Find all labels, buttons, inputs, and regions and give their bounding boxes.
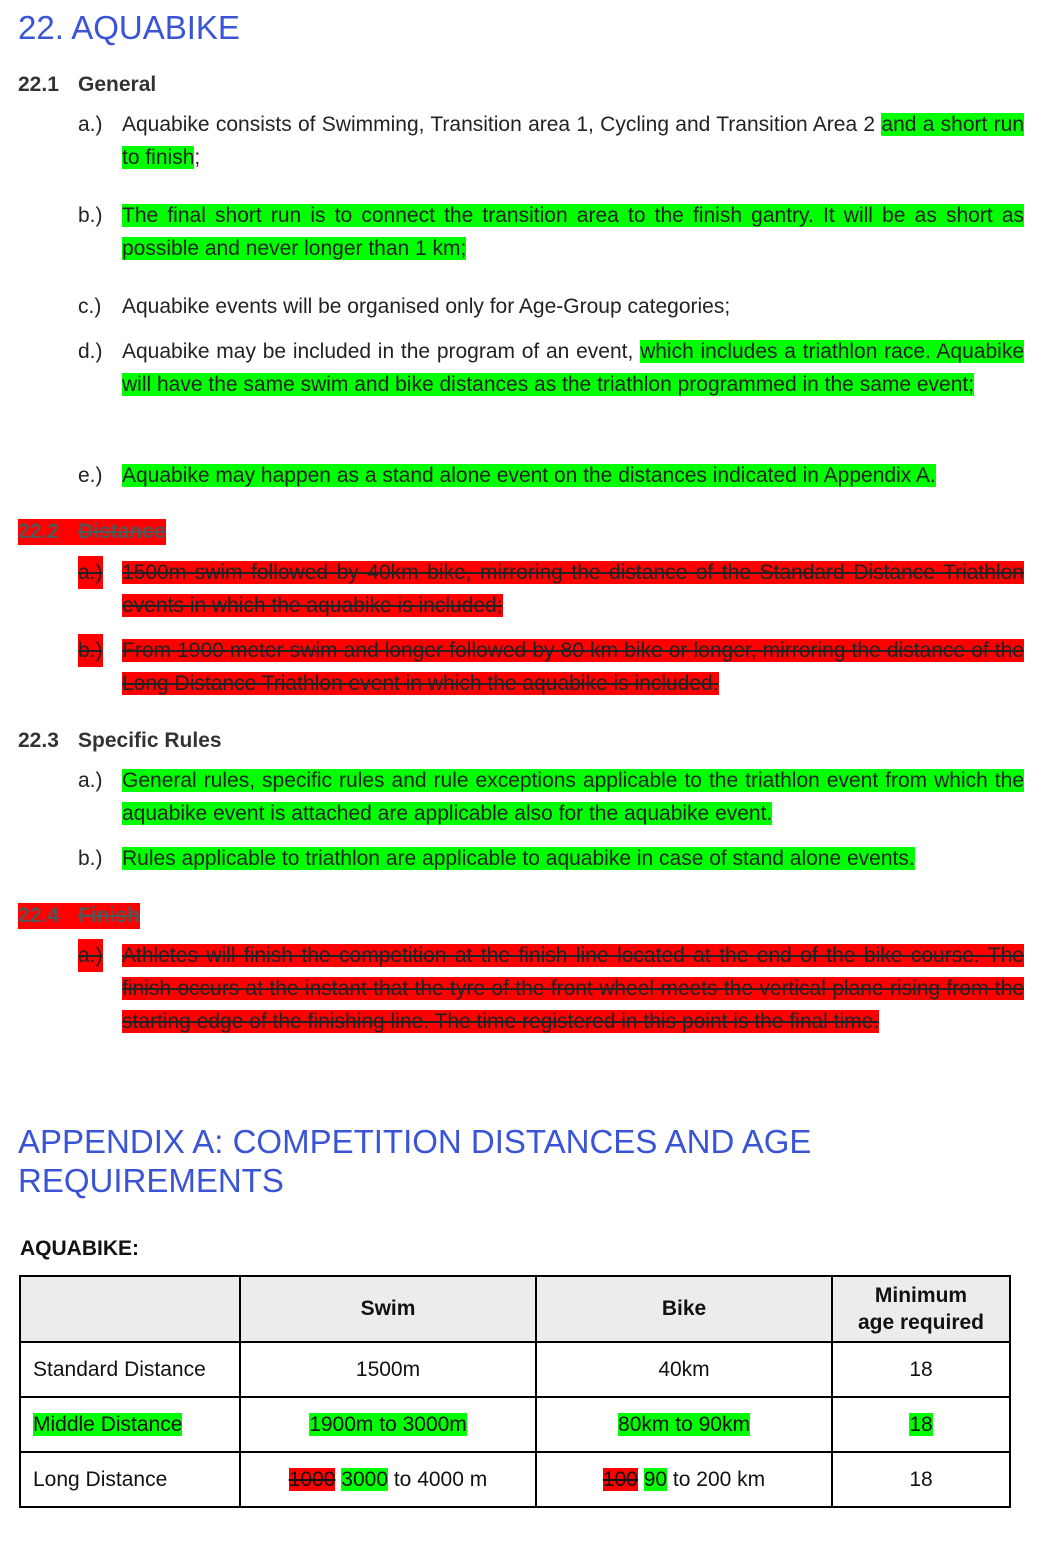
row-swim-cell	[240, 1397, 536, 1452]
subsection-title: Specific Rules	[78, 729, 222, 752]
bike-rest: to 200 km	[667, 1467, 766, 1491]
subsection-title: Finish	[78, 904, 140, 927]
row-name: Long Distance	[20, 1452, 240, 1507]
row-swim: 1500m	[240, 1342, 536, 1397]
subsection-heading-specific-rules	[18, 728, 222, 754]
deleted-text: Athletes will finish the competition at the finish line located at the end of the bike course. The finish occurs at the instant that the tyre of the front wheel meets the vertical plane rising from the starting edge of the finishing line. The time registered in this point is the final time.	[122, 944, 1024, 1033]
list-item	[78, 199, 1024, 265]
list-item	[78, 764, 1024, 830]
item-label: a.)	[78, 113, 103, 136]
subsection-title: Distance	[78, 520, 166, 543]
item-label: a.)	[78, 556, 103, 589]
subsection-number: 22.2	[18, 520, 59, 543]
inserted-text: and a short run to finish	[122, 113, 1025, 169]
item-text: Aquabike may be included in the program of an event,	[122, 340, 641, 363]
row-age: 18	[909, 1412, 933, 1436]
inserted-text: Aquabike may happen as a stand alone event on the distances indicated in Appendix A.	[122, 464, 936, 487]
swim-inserted: 3000	[341, 1467, 389, 1491]
section-title: 22. AQUABIKE	[18, 9, 240, 46]
list-item	[78, 634, 1024, 700]
subsection-title: General	[78, 73, 157, 96]
item-label: e.)	[78, 464, 103, 487]
deleted-text: 1500m swim followed by 40km bike, mirroring the distance of the Standard Distance Triathlon events in which the aquabike is included;	[122, 561, 1024, 617]
row-name: Standard Distance	[20, 1342, 240, 1397]
deleted-text: From 1900 meter swim and longer followed by 80 km bike or longer, mirroring the distance of the Long Distance Triathlon event in which the aquabike is included.	[122, 639, 1024, 695]
swim-rest: to 4000 m	[388, 1467, 488, 1491]
header-age-line2: age required	[857, 1311, 985, 1334]
row-swim: 1900m to 3000m	[309, 1412, 467, 1436]
row-bike-cell	[536, 1452, 832, 1507]
list-item	[78, 556, 1024, 622]
row-swim-cell	[240, 1452, 536, 1507]
row-name: Middle Distance	[33, 1412, 183, 1436]
list-item	[78, 939, 1024, 1038]
row-name-cell	[20, 1397, 240, 1452]
bike-deleted: 100	[602, 1467, 638, 1491]
item-label: a.)	[78, 769, 103, 792]
row-age: 18	[832, 1342, 1010, 1397]
appendix-title: APPENDIX A: COMPETITION DISTANCES AND AGE REQUIREMENTS	[18, 1123, 812, 1199]
row-age-cell	[832, 1397, 1010, 1452]
list-item	[78, 335, 1024, 401]
item-label: b.)	[78, 847, 103, 870]
item-text: Aquabike consists of Swimming, Transition area 1, Cycling and Transition Area 2	[122, 113, 882, 136]
item-label: b.)	[78, 634, 103, 667]
header-cell-bike: Bike	[536, 1276, 832, 1342]
subsection-heading-distance	[18, 519, 166, 545]
table-row	[20, 1452, 1010, 1507]
inserted-text: Rules applicable to triathlon are applicable to aquabike in case of stand alone events.	[122, 847, 915, 870]
table-row	[20, 1397, 1010, 1452]
subsection-heading-general	[18, 72, 156, 98]
row-bike: 80km to 90km	[618, 1412, 750, 1436]
item-label: d.)	[78, 340, 103, 363]
inserted-text: General rules, specific rules and rule exceptions applicable to the triathlon event from which the aquabike event is attached are applicable also for the aquabike event.	[122, 769, 1024, 825]
list-item	[78, 842, 1024, 875]
table-row	[20, 1342, 1010, 1397]
table-header-row	[20, 1276, 1010, 1342]
header-cell-empty	[20, 1276, 240, 1342]
row-bike: 40km	[536, 1342, 832, 1397]
inserted-text: which includes a triathlon race. Aquabike will have the same swim and bike distances as the triathlon programmed in the same event;	[122, 340, 1024, 396]
bike-inserted: 90	[643, 1467, 668, 1491]
header-age-line1: Minimum	[874, 1284, 968, 1307]
row-age: 18	[832, 1452, 1010, 1507]
subsection-number: 22.1	[18, 73, 59, 96]
item-label: b.)	[78, 204, 103, 227]
header-cell-age	[832, 1276, 1010, 1342]
distance-table	[19, 1275, 1011, 1508]
subsection-number: 22.4	[18, 904, 59, 927]
list-item	[78, 459, 1024, 492]
item-text-end: ;	[194, 146, 201, 169]
item-label: c.)	[78, 295, 102, 318]
item-text: Aquabike events will be organised only for Age-Group categories;	[122, 295, 731, 318]
subsection-number: 22.3	[18, 729, 59, 752]
row-bike-cell	[536, 1397, 832, 1452]
list-item	[78, 108, 1024, 174]
swim-deleted: 1000	[288, 1467, 336, 1491]
subsection-heading-finish	[18, 903, 140, 929]
inserted-text: The final short run is to connect the transition area to the finish gantry. It will be as short as possible and never longer than 1 km;	[122, 204, 1024, 260]
table-label: AQUABIKE:	[20, 1237, 139, 1260]
item-label: a.)	[78, 939, 103, 972]
list-item	[78, 290, 1024, 323]
header-cell-swim: Swim	[240, 1276, 536, 1342]
